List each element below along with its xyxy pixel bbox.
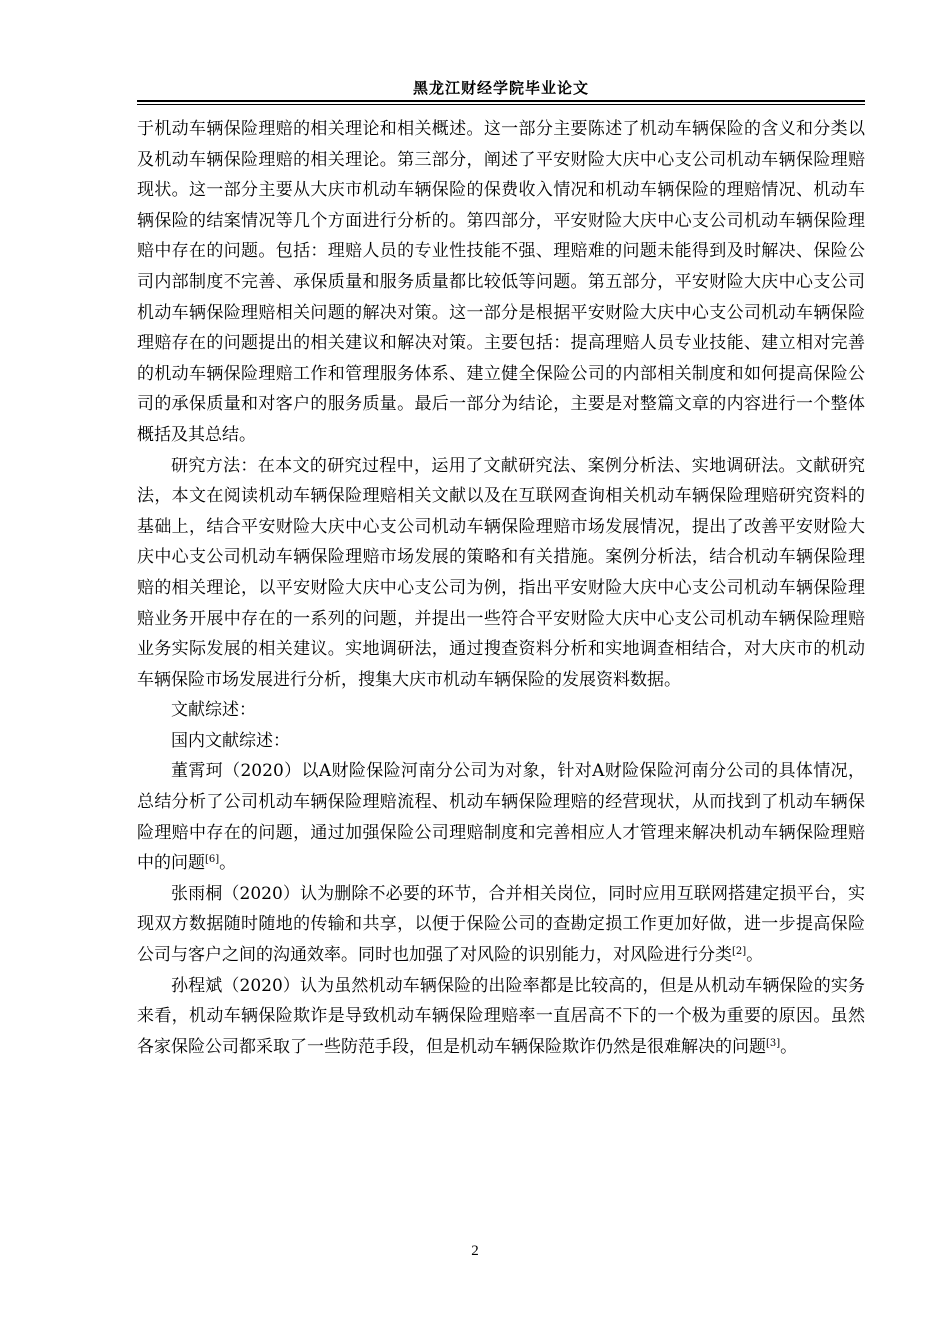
heading-literature-review [137, 695, 865, 726]
paragraph-literature-2 [137, 879, 865, 971]
header-rule-thick [137, 100, 865, 102]
page-header-title: 黑龙江财经学院毕业论文 [412, 79, 589, 97]
citation-ref: [6] [205, 854, 220, 866]
paragraph-text: 国内文献综述： [171, 730, 290, 751]
paragraph-research-methods [137, 451, 865, 696]
paragraph-text: 董霄珂（2020）以A财险保险河南分公司为对象，针对A财险保险河南分公司的具体情况，总结分析了公司机动车辆保险理赔流程、机动车辆保险理赔的经营现状，从而找到了机动车辆保险理赔中存在的问题，通过加强保险公司理赔制度和完善相应人才管理来解决机动车辆保险理赔中的问题 [137, 761, 865, 874]
citation-ref: [3] [766, 1037, 781, 1049]
document-body [137, 114, 865, 1062]
header-rule-thin [137, 104, 865, 105]
heading-domestic-literature [137, 726, 865, 757]
paragraph-tail: 。 [219, 853, 237, 874]
paragraph-text: 孙程斌（2020）认为虽然机动车辆保险的出险率都是比较高的，但是从机动车辆保险的实务来看，机动车辆保险欺诈是导致机动车辆保险理赔率一直居高不下的一个极为重要的原因。虽然各家保险公司都采取了一些防范手段，但是机动车辆保险欺诈仍然是很难解决的问题 [137, 975, 865, 1057]
paragraph-tail: 。 [746, 945, 764, 966]
paragraph-continuation [137, 114, 865, 451]
paragraph-text: 于机动车辆保险理赔的相关理论和相关概述。这一部分主要陈述了机动车辆保险的含义和分类以及机动车辆保险理赔的相关理论。第三部分，阐述了平安财险大庆中心支公司机动车辆保险理赔现状。这一部分主要从大庆市机动车辆保险的保费收入情况和机动车辆保险的理赔情况、机动车辆保险的结案情况等几个方面进行分析的。第四部分，平安财险大庆中心支公司机动车辆保险理赔中存在的问题。包括：理赔人员的专业性技能不强、理赔难的问题未能得到及时解决、保险公司内部制度不完善、承保质量和服务质量都比较低等问题。第五部分，平安财险大庆中心支公司机动车辆保险理赔相关问题的解决对策。这一部分是根据平安财险大庆中心支公司机动车辆保险理赔存在的问题提出的相关建议和解决对策。主要包括：提高理赔人员专业技能、建立相对完善的机动车辆保险理赔工作和管理服务体系、建立健全保险公司的内部相关制度和如何提高保险公司的承保质量和对客户的服务质量。最后一部分为结论，主要是对整篇文章的内容进行一个整体概括及其总结。 [137, 119, 865, 445]
paragraph-literature-3 [137, 971, 865, 1063]
paragraph-text: 研究方法：在本文的研究过程中，运用了文献研究法、案例分析法、实地调研法。文献研究法，本文在阅读机动车辆保险理赔相关文献以及在互联网查询相关机动车辆保险理赔研究资料的基础上，结合平安财险大庆中心支公司机动车辆保险理赔市场发展情况，提出了改善平安财险大庆中心支公司机动车辆保险理赔市场发展的策略和有关措施。案例分析法，结合机动车辆保险理赔的相关理论，以平安财险大庆中心支公司为例，指出平安财险大庆中心支公司机动车辆保险理赔业务开展中存在的一系列的问题，并提出一些符合平安财险大庆中心支公司机动车辆保险理赔业务实际发展的相关建议。实地调研法，通过搜查资料分析和实地调查相结合，对大庆市的机动车辆保险市场发展进行分析，搜集大庆市机动车辆保险的发展资料数据。 [137, 455, 865, 690]
citation-ref: [2] [732, 946, 747, 958]
paragraph-text: 张雨桐（2020）认为删除不必要的环节，合并相关岗位，同时应用互联网搭建定损平台，实现双方数据随时随地的传输和共享，以便于保险公司的查勘定损工作更加好做，进一步提高保险公司与客户之间的沟通效率。同时也加强了对风险的识别能力，对风险进行分类 [137, 883, 865, 966]
paragraph-tail: 。 [780, 1036, 798, 1057]
page-number: 2 [471, 1243, 479, 1259]
paragraph-literature-1 [137, 756, 865, 878]
paragraph-text: 文献综述： [171, 700, 256, 721]
